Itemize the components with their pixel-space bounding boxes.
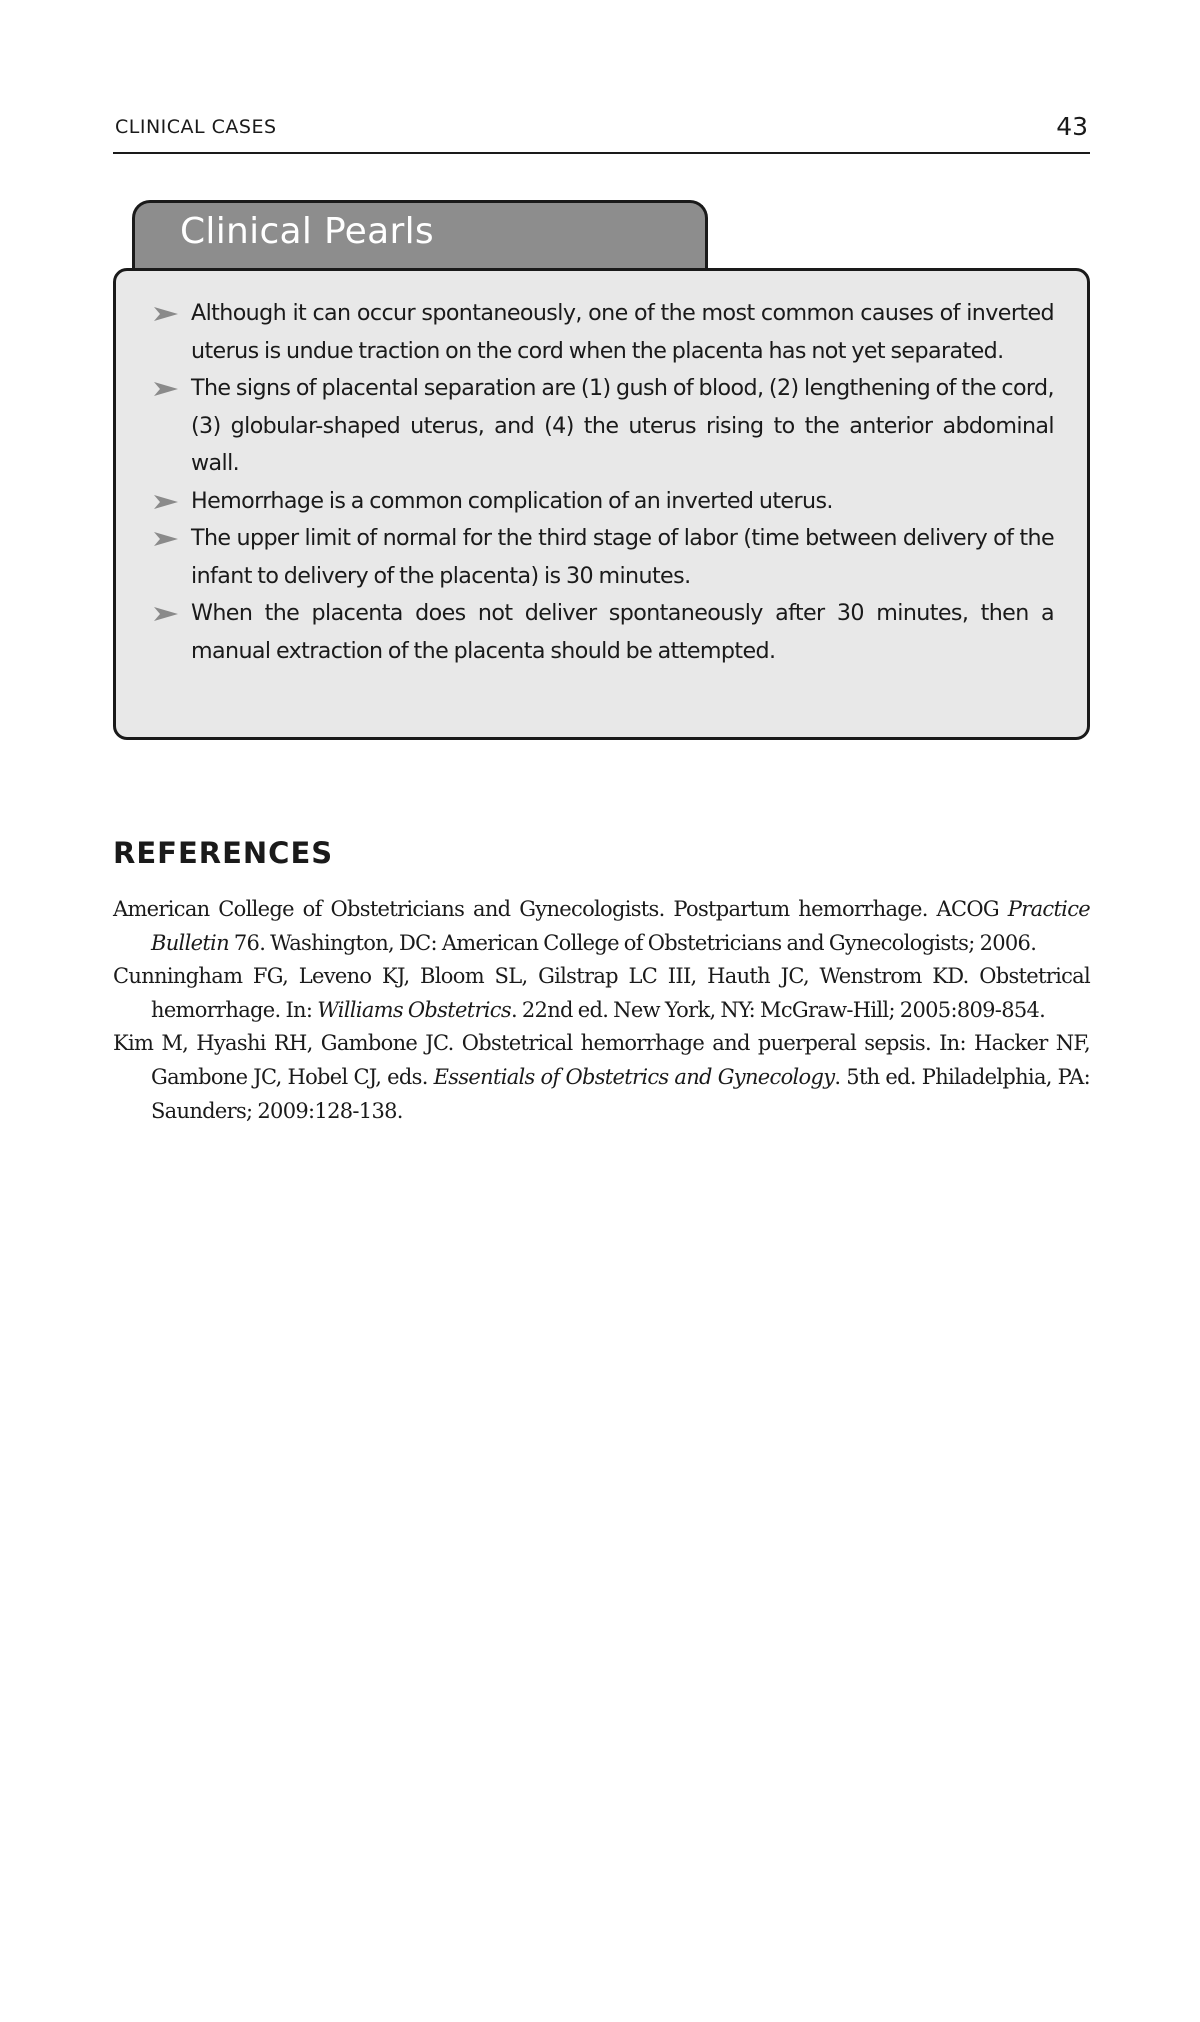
reference-text: . 22nd ed. New York, NY: McGraw-Hill; 2005:809-854. <box>510 997 1046 1022</box>
arrow-bullet-icon <box>154 607 178 621</box>
reference-text: Cunningham FG, Leveno KJ, Bloom SL, Gilstrap LC III, Hauth JC, Wenstrom KD. Obstetrical hemorrhage. In: <box>113 964 1090 1022</box>
reference-text: . 5th ed. Philadelphia, PA: Saunders; 2009:128-138. <box>151 1064 1090 1123</box>
pearl-item <box>154 520 1054 595</box>
pearl-item <box>154 370 1054 483</box>
reference-item <box>113 893 1090 960</box>
page-number: 43 <box>1056 112 1088 141</box>
clinical-pearls-box <box>113 268 1090 740</box>
pearl-item <box>154 595 1054 670</box>
arrow-bullet-icon <box>154 382 178 396</box>
pearl-text: The upper limit of normal for the third stage of labor (time between delivery of the infant to delivery of the placenta) is 30 minutes. <box>191 525 1054 589</box>
reference-item <box>113 960 1090 1027</box>
pearl-item <box>154 295 1054 370</box>
pearl-item <box>154 483 1054 521</box>
reference-italic-title: Essentials of Obstetrics and Gynecology <box>433 1064 835 1089</box>
reference-text: Kim M, Hyashi RH, Gambone JC. Obstetrical hemorrhage and puerperal sepsis. In: Hacker NF, Gambone JC, Hobel CJ, eds. <box>113 1031 1090 1089</box>
clinical-pearls-list <box>154 295 1054 670</box>
arrow-bullet-icon <box>154 307 178 321</box>
arrow-bullet-icon <box>154 532 178 546</box>
reference-italic-title: Practice Bulletin <box>151 897 1090 955</box>
pearl-text: Hemorrhage is a common complication of an inverted uterus. <box>191 487 833 514</box>
clinical-pearls-tab <box>132 200 708 270</box>
arrow-bullet-icon <box>154 495 178 509</box>
reference-text: American College of Obstetricians and Gynecologists. Postpartum hemorrhage. ACOG <box>113 897 1008 921</box>
reference-item <box>113 1027 1090 1128</box>
pearl-text: The signs of placental separation are (1) gush of blood, (2) lengthening of the cord, (3) globular-shaped uterus, and (4) the uterus rising to the anterior abdominal wall. <box>191 375 1054 476</box>
running-header-section: CLINICAL CASES <box>115 116 277 138</box>
pearl-text: When the placenta does not deliver spontaneously after 30 minutes, then a manual extraction of the placenta should be attempted. <box>191 600 1054 664</box>
running-header <box>113 112 1090 154</box>
reference-italic-title: Williams Obstetrics <box>317 997 511 1022</box>
reference-text: 76. Washington, DC: American College of Obstetricians and Gynecologists; 2006. <box>228 930 1037 955</box>
clinical-pearls-title: Clinical Pearls <box>180 211 434 252</box>
pearl-text: Although it can occur spontaneously, one of the most common causes of inverted uterus is undue traction on the cord when the placenta has not yet separated. <box>191 300 1054 364</box>
references-heading: REFERENCES <box>113 836 334 870</box>
references-list <box>113 893 1090 1128</box>
